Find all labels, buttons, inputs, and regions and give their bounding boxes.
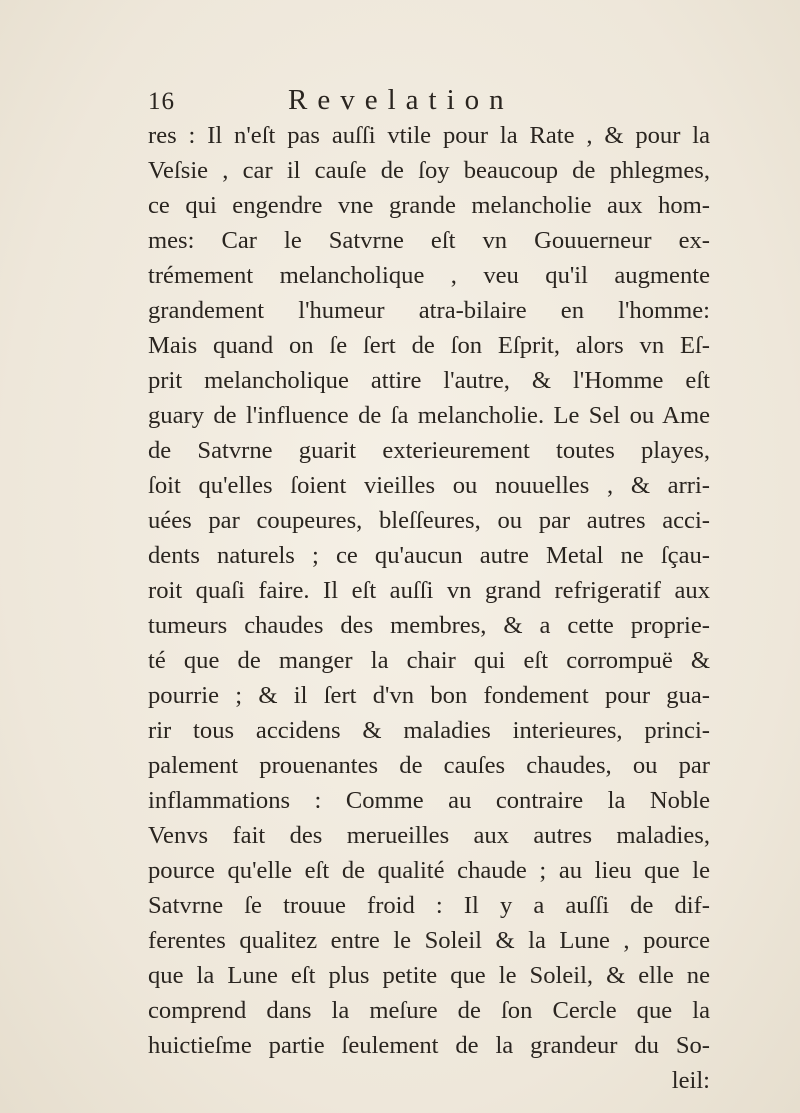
text-line: comprend dans la meſure de ſon Cercle que la	[148, 997, 710, 1024]
text-line: tumeurs chaudes des membres, & a cette proprie-	[148, 612, 710, 639]
text-line: prit melancholique attire l'autre, & l'Homme eſt	[148, 367, 710, 394]
text-line: res : Il n'eſt pas auſſi vtile pour la Rate , & pour la	[148, 122, 710, 149]
text-line: de Satvrne guarit exterieurement toutes playes,	[148, 437, 710, 464]
text-line: ce qui engendre vne grande melancholie aux hom-	[148, 192, 710, 219]
text-line: rir tous accidens & maladies interieures, princi-	[148, 717, 710, 744]
text-line: ferentes qualitez entre le Soleil & la Lune , pource	[148, 927, 710, 954]
text-line: dents naturels ; ce qu'aucun autre Metal ne ſçau-	[148, 542, 710, 569]
text-line: leil:	[671, 1067, 710, 1094]
page-number: 16	[148, 88, 175, 115]
text-line: té que de manger la chair qui eſt corrompuë &	[148, 647, 710, 674]
body-text	[148, 118, 710, 1098]
text-line: Mais quand on ſe ſert de ſon Eſprit, alors vn Eſ-	[148, 332, 710, 359]
text-line: Satvrne ſe trouue froid : Il y a auſſi de dif-	[148, 892, 710, 919]
text-line: que la Lune eſt plus petite que le Soleil, & elle ne	[148, 962, 710, 989]
text-line: trémement melancholique , veu qu'il augmente	[148, 262, 710, 289]
page-header	[148, 84, 708, 118]
text-line: mes: Car le Satvrne eſt vn Gouuerneur ex-	[148, 227, 710, 254]
text-line: pourrie ; & il ſert d'vn bon fondement pour gua-	[148, 682, 710, 709]
text-line: grandement l'humeur atra-bilaire en l'homme:	[148, 297, 710, 324]
text-line: pource qu'elle eſt de qualité chaude ; au lieu que le	[148, 857, 710, 884]
text-line: guary de l'influence de ſa melancholie. Le Sel ou Ame	[148, 402, 710, 429]
text-line: roit quaſi faire. Il eſt auſſi vn grand refrigeratif aux	[148, 577, 710, 604]
text-line: Veſsie , car il cauſe de ſoy beaucoup de phlegmes,	[148, 157, 710, 184]
text-line: palement prouenantes de cauſes chaudes, ou par	[148, 752, 710, 779]
text-line: Venvs fait des merueilles aux autres maladies,	[148, 822, 710, 849]
text-line: huictieſme partie ſeulement de la grandeur du So-	[148, 1032, 710, 1059]
text-line: inflammations : Comme au contraire la Noble	[148, 787, 710, 814]
running-head: Revelation	[288, 84, 514, 116]
text-line: ſoit qu'elles ſoient vieilles ou nouuelles , & arri-	[148, 472, 710, 499]
text-line: uées par coupeures, bleſſeures, ou par autres acci-	[148, 507, 710, 534]
